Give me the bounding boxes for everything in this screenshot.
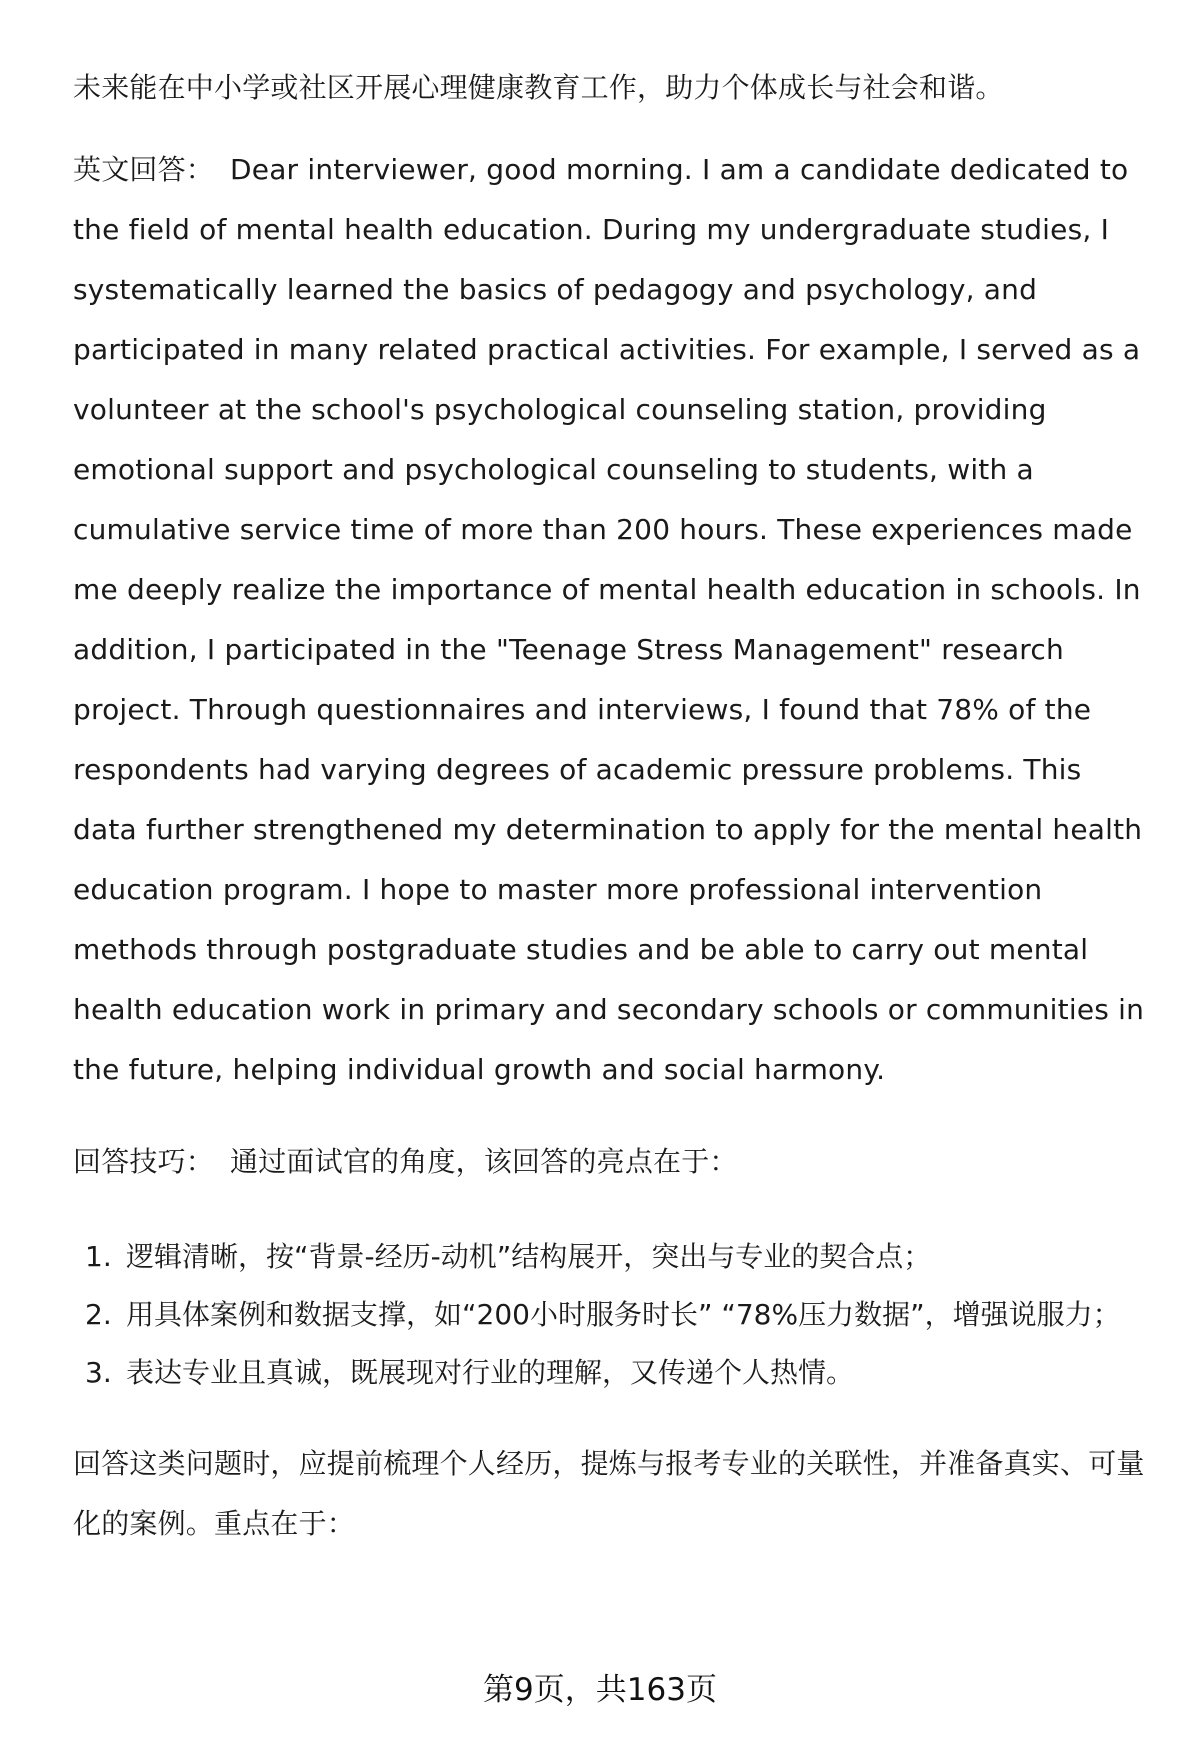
list-item bbox=[73, 1344, 1153, 1402]
list-item-number: 2. bbox=[85, 1298, 112, 1331]
closing-paragraph: 回答这类问题时，应提前梳理个人经历，提炼与报考专业的关联性，并准备真实、可量化的案例。重点在于： bbox=[73, 1447, 1145, 1540]
tips-heading bbox=[73, 1132, 1153, 1192]
list-item-number: 1. bbox=[85, 1240, 112, 1273]
document-body bbox=[73, 58, 1153, 1554]
intro-line: 未来能在中小学或社区开展心理健康教育工作，助力个体成长与社会和谐。 bbox=[73, 71, 1004, 104]
tips-label: 回答技巧： bbox=[73, 1145, 215, 1178]
page-number: 第9页，共163页 bbox=[483, 1672, 717, 1708]
english-answer-paragraph bbox=[73, 140, 1153, 1100]
list-item bbox=[73, 1286, 1153, 1344]
english-answer-text: Dear interviewer, good morning. I am a candidate dedicated to the field of mental health education. During my undergraduate studies, I systematically learned the basics of pedagogy and psychology, and participated in many related practical activities. For example, I served as a volunteer at the school's psychological counseling station, providing emotional support and psychological counseling to students, with a cumulative service time of more than 200 hours. These experiences made me deeply realize the importance of mental health education in schools. In addition, I participated in the "Teenage Stress Management" research project. Through questionnaires and interviews, I found that 78% of the respondents had varying degrees of academic pressure problems. This data further strengthened my determination to apply for the mental health education program. I hope to master more professional intervention methods through postgraduate studies and be able to carry out mental health education work in primary and secondary schools or communities in the future, helping individual growth and social harmony. bbox=[73, 153, 1145, 1086]
list-item-text: 用具体案例和数据支撑，如“200小时服务时长” “78%压力数据”，增强说服力； bbox=[126, 1298, 1121, 1331]
list-item-text: 表达专业且真诚，既展现对行业的理解，又传递个人热情。 bbox=[126, 1356, 855, 1389]
list-item-text: 逻辑清晰，按“背景-经历-动机”结构展开，突出与专业的契合点； bbox=[126, 1240, 932, 1273]
english-answer-label: 英文回答： bbox=[73, 153, 215, 186]
list-item-number: 3. bbox=[85, 1356, 112, 1389]
tips-list bbox=[73, 1228, 1153, 1402]
tips-intro: 通过面试官的角度，该回答的亮点在于： bbox=[230, 1145, 738, 1178]
list-item bbox=[73, 1228, 1153, 1286]
